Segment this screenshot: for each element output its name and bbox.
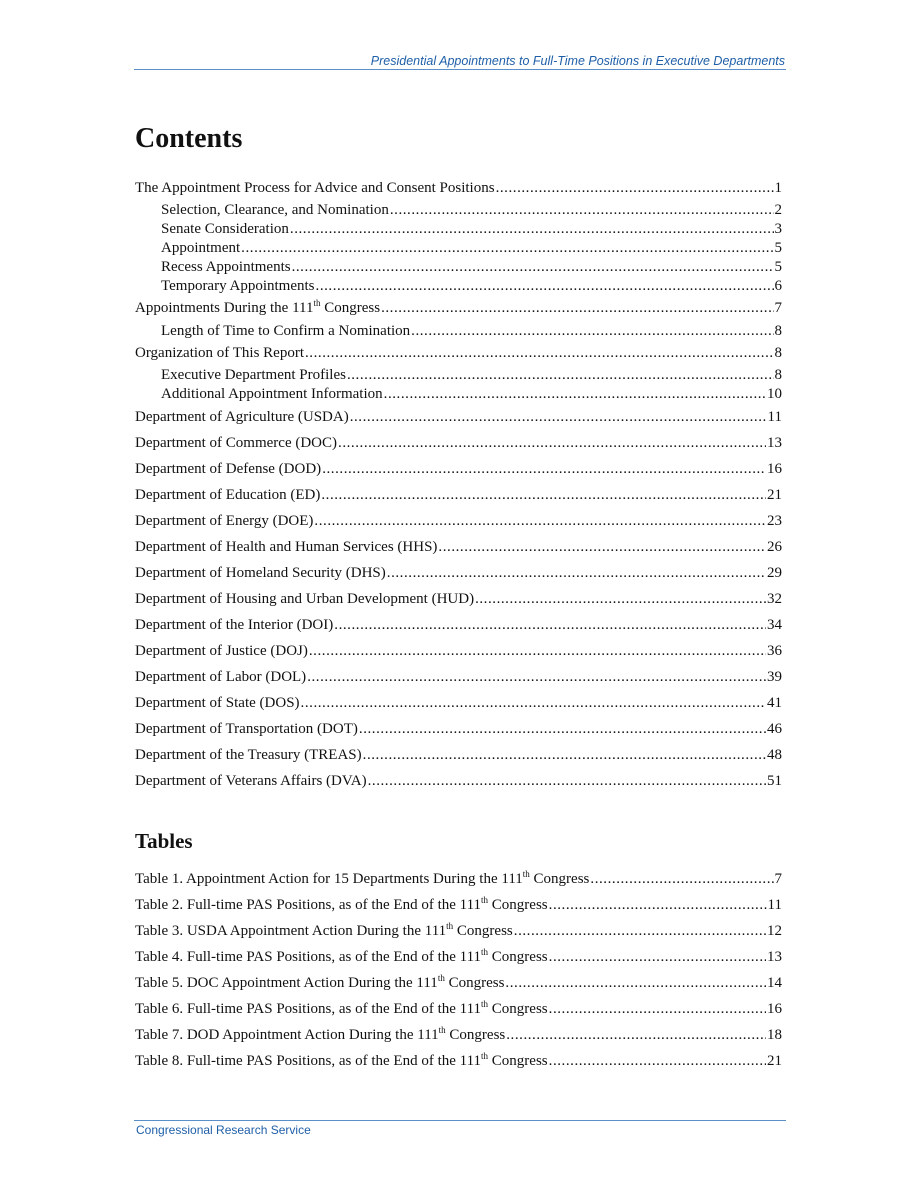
dot-leader <box>347 366 774 384</box>
dot-leader <box>301 694 766 712</box>
running-header: Presidential Appointments to Full-Time Positions in Executive Departments <box>370 54 785 68</box>
toc-entry-label: Table 7. DOD Appointment Action During the 111th Congress <box>135 1025 506 1043</box>
toc-entry[interactable] <box>135 694 782 712</box>
toc-entry[interactable] <box>135 299 782 317</box>
toc-entry[interactable] <box>161 366 782 384</box>
toc-page-number: 26 <box>767 539 782 555</box>
dot-leader <box>350 408 767 426</box>
toc-page-number: 8 <box>774 367 782 383</box>
dot-leader <box>549 896 767 914</box>
dot-leader <box>292 258 774 276</box>
dot-leader <box>359 720 766 738</box>
dot-leader <box>316 277 774 295</box>
dot-leader <box>387 564 766 582</box>
dot-leader <box>549 1052 766 1070</box>
toc-entry[interactable] <box>135 179 782 197</box>
toc-entry[interactable] <box>135 1000 782 1018</box>
dot-leader <box>590 870 773 888</box>
toc-page-number: 41 <box>767 695 782 711</box>
dot-leader <box>338 434 766 452</box>
toc-entry[interactable] <box>135 896 782 914</box>
toc-entry-label: Additional Appointment Information <box>161 386 383 402</box>
toc-entry-label: Department of Agriculture (USDA) <box>135 409 349 425</box>
toc-page-number: 29 <box>767 565 782 581</box>
dot-leader <box>506 1026 766 1044</box>
toc-entry-label: Department of the Treasury (TREAS) <box>135 747 362 763</box>
toc-entry-label: The Appointment Process for Advice and Consent Positions <box>135 180 495 196</box>
toc-entry[interactable] <box>135 564 782 582</box>
toc-page-number: 46 <box>767 721 782 737</box>
toc-page-number: 21 <box>767 1053 782 1069</box>
toc-entry-label: Department of Homeland Security (DHS) <box>135 565 386 581</box>
toc-entry[interactable] <box>135 668 782 686</box>
toc-entry-label: Department of Energy (DOE) <box>135 513 314 529</box>
toc-entry[interactable] <box>161 385 782 403</box>
toc-entry-label: Department of Commerce (DOC) <box>135 435 338 451</box>
dot-leader <box>514 922 766 940</box>
toc-entry[interactable] <box>161 322 782 340</box>
toc-entry-label: Table 6. Full-time PAS Positions, as of the End of the 111th Congress <box>135 999 548 1017</box>
toc-entry[interactable] <box>135 948 782 966</box>
toc-entry-label: Department of Health and Human Services (HHS) <box>135 539 438 555</box>
toc-page-number: 32 <box>767 591 782 607</box>
toc-page-number: 6 <box>774 278 782 294</box>
contents-heading: Contents <box>135 123 243 154</box>
toc-page-number: 7 <box>774 871 782 887</box>
toc-entry[interactable] <box>161 201 782 219</box>
toc-page-number: 12 <box>767 923 782 939</box>
dot-leader <box>411 322 773 340</box>
toc-entry-label: Temporary Appointments <box>161 278 315 294</box>
toc-entry[interactable] <box>135 512 782 530</box>
toc-page-number: 11 <box>767 897 782 913</box>
toc-entry-label: Recess Appointments <box>161 259 291 275</box>
dot-leader <box>475 590 766 608</box>
toc-entry-label: Department of Labor (DOL) <box>135 669 307 685</box>
toc-entry-label: Table 3. USDA Appointment Action During the 111th Congress <box>135 921 513 939</box>
toc-entry-label: Executive Department Profiles <box>161 367 346 383</box>
toc-entry[interactable] <box>161 277 782 295</box>
toc-entry[interactable] <box>135 538 782 556</box>
dot-leader <box>334 616 766 634</box>
dot-leader <box>390 201 774 219</box>
dot-leader <box>307 668 766 686</box>
toc-entry[interactable] <box>135 772 782 790</box>
toc-entry-label: Table 8. Full-time PAS Positions, as of the End of the 111th Congress <box>135 1051 548 1069</box>
toc-entry[interactable] <box>135 870 782 888</box>
toc-entry[interactable] <box>161 220 782 238</box>
toc-page-number: 5 <box>774 240 782 256</box>
dot-leader <box>363 746 766 764</box>
toc-page-number: 36 <box>767 643 782 659</box>
toc-page-number: 2 <box>774 202 782 218</box>
toc-entry-label: Department of Education (ED) <box>135 487 321 503</box>
toc-entry-label: Table 2. Full-time PAS Positions, as of the End of the 111th Congress <box>135 895 548 913</box>
toc-entry[interactable] <box>135 1026 782 1044</box>
dot-leader <box>381 299 773 317</box>
dot-leader <box>496 179 774 197</box>
toc-page-number: 34 <box>767 617 782 633</box>
toc-page-number: 7 <box>774 300 782 316</box>
dot-leader <box>322 460 766 478</box>
tables-heading: Tables <box>135 829 193 853</box>
dot-leader <box>290 220 774 238</box>
toc-entry-label: Department of Justice (DOJ) <box>135 643 308 659</box>
toc-page-number: 51 <box>767 773 782 789</box>
toc-page-number: 23 <box>767 513 782 529</box>
toc-entry[interactable] <box>135 434 782 452</box>
toc-page-number: 5 <box>774 259 782 275</box>
toc-page-number: 8 <box>774 345 782 361</box>
toc-entry-label: Selection, Clearance, and Nomination <box>161 202 389 218</box>
toc-entry-label: Department of Transportation (DOT) <box>135 721 358 737</box>
toc-page-number: 8 <box>774 323 782 339</box>
toc-entry[interactable] <box>135 922 782 940</box>
toc-page-number: 16 <box>767 461 782 477</box>
dot-leader <box>314 512 766 530</box>
toc-entry[interactable] <box>135 1052 782 1070</box>
toc-entry[interactable] <box>161 239 782 257</box>
toc-page-number: 14 <box>767 975 782 991</box>
dot-leader <box>241 239 773 257</box>
toc-entry-label: Department of Defense (DOD) <box>135 461 322 477</box>
toc-entry[interactable] <box>135 460 782 478</box>
toc-page-number: 18 <box>767 1027 782 1043</box>
footer-org: Congressional Research Service <box>136 1123 311 1137</box>
dot-leader <box>505 974 766 992</box>
footer-rule <box>134 1120 786 1121</box>
dot-leader <box>549 948 766 966</box>
toc-page-number: 16 <box>767 1001 782 1017</box>
toc-page-number: 3 <box>774 221 782 237</box>
toc-entry-label: Length of Time to Confirm a Nomination <box>161 323 411 339</box>
toc-entry[interactable] <box>135 720 782 738</box>
toc-entry-label: Appointments During the 111th Congress <box>135 298 381 316</box>
toc-page-number: 48 <box>767 747 782 763</box>
toc-entry[interactable] <box>135 642 782 660</box>
dot-leader <box>368 772 766 790</box>
toc-entry[interactable] <box>135 590 782 608</box>
dot-leader <box>321 486 766 504</box>
dot-leader <box>309 642 766 660</box>
toc-page-number: 39 <box>767 669 782 685</box>
toc-entry[interactable] <box>135 486 782 504</box>
toc-entry-label: Table 4. Full-time PAS Positions, as of the End of the 111th Congress <box>135 947 548 965</box>
toc-entry-label: Department of State (DOS) <box>135 695 300 711</box>
toc-page-number: 10 <box>767 386 782 402</box>
toc-page-number: 13 <box>767 435 782 451</box>
dot-leader <box>305 344 774 362</box>
toc-entry-label: Organization of This Report <box>135 345 304 361</box>
toc-entry-label: Department of Housing and Urban Development (HUD) <box>135 591 475 607</box>
header-rule <box>134 69 786 70</box>
dot-leader <box>549 1000 766 1018</box>
toc-entry[interactable] <box>135 616 782 634</box>
toc-entry[interactable] <box>135 974 782 992</box>
toc-entry[interactable] <box>135 408 782 426</box>
toc-page-number: 13 <box>767 949 782 965</box>
dot-leader <box>384 385 766 403</box>
toc-entry-label: Senate Consideration <box>161 221 289 237</box>
toc-page-number: 1 <box>774 180 782 196</box>
toc-entry[interactable] <box>135 344 782 362</box>
toc-entry-label: Department of the Interior (DOI) <box>135 617 334 633</box>
toc-entry-label: Table 1. Appointment Action for 15 Departments During the 111th Congress <box>135 869 590 887</box>
toc-page-number: 21 <box>767 487 782 503</box>
toc-page-number: 11 <box>767 409 782 425</box>
toc-entry-label: Appointment <box>161 240 241 256</box>
toc-entry[interactable] <box>135 746 782 764</box>
dot-leader <box>438 538 766 556</box>
toc-entry-label: Table 5. DOC Appointment Action During the 111th Congress <box>135 973 505 991</box>
toc-entry[interactable] <box>161 258 782 276</box>
toc-entry-label: Department of Veterans Affairs (DVA) <box>135 773 367 789</box>
